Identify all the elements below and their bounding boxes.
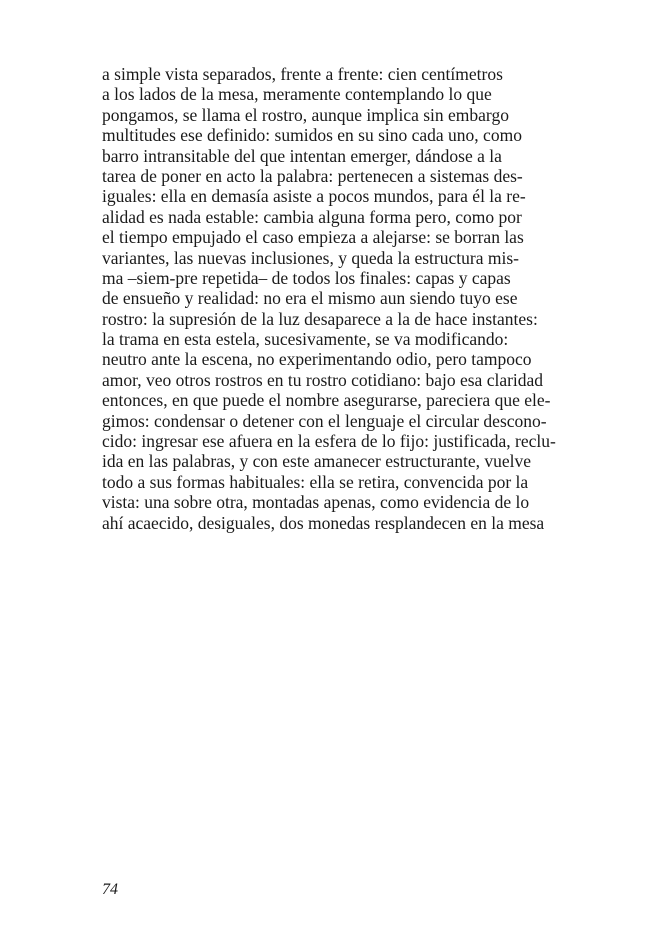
text-line: alidad es nada estable: cambia alguna forma pero, como por [102, 206, 522, 227]
text-line: multitudes ese definido: sumidos en su sino cada uno, como [102, 125, 522, 146]
text-line: iguales: ella en demasía asiste a pocos mundos, para él la re- [102, 186, 526, 207]
text-line: a simple vista separados, frente a frente: cien centímetros [102, 64, 503, 84]
text-line: el tiempo empujado el caso empieza a alejarse: se borran las [102, 227, 524, 248]
text-line: de ensueño y realidad: no era el mismo aun siendo tuyo ese [102, 288, 518, 309]
page-number: 74 [102, 881, 118, 898]
text-line: ida en las palabras, y con este amanecer estructurante, vuelve [102, 451, 532, 472]
text-line: variantes, las nuevas inclusiones, y queda la estructura mis- [102, 247, 519, 268]
text-line: barro intransitable del que intentan emerger, dándose a la [102, 145, 502, 166]
text-line: vista: una sobre otra, montadas apenas, como evidencia de lo [102, 492, 530, 513]
text-line: neutro ante la escena, no experimentando odio, pero tampoco [102, 349, 532, 370]
text-line: cido: ingresar ese afuera en la esfera de lo fijo: justificada, reclu- [102, 431, 556, 452]
text-line: tarea de poner en acto la palabra: pertenecen a sistemas des- [102, 165, 523, 186]
text-line: entonces, en que puede el nombre asegurarse, pareciera que ele- [102, 390, 551, 411]
text-line: ma –siem-pre repetida– de todos los finales: capas y capas [102, 267, 511, 288]
text-line: pongamos, se llama el rostro, aunque implica sin embargo [102, 104, 509, 125]
text-line: la trama en esta estela, sucesivamente, se va modificando: [102, 329, 509, 350]
text-line: ahí acaecido, desiguales, dos monedas resplandecen en la mesa [102, 512, 545, 533]
poem-body [102, 64, 556, 533]
text-line: todo a sus formas habituales: ella se retira, convencida por la [102, 471, 529, 492]
text-line: gimos: condensar o detener con el lenguaje el circular descono- [102, 410, 547, 431]
text-line: a los lados de la mesa, meramente contemplando lo que [102, 84, 492, 105]
text-line: rostro: la supresión de la luz desaparece a la de hace instantes: [102, 308, 538, 329]
text-line: amor, veo otros rostros en tu rostro cotidiano: bajo esa claridad [102, 369, 544, 390]
